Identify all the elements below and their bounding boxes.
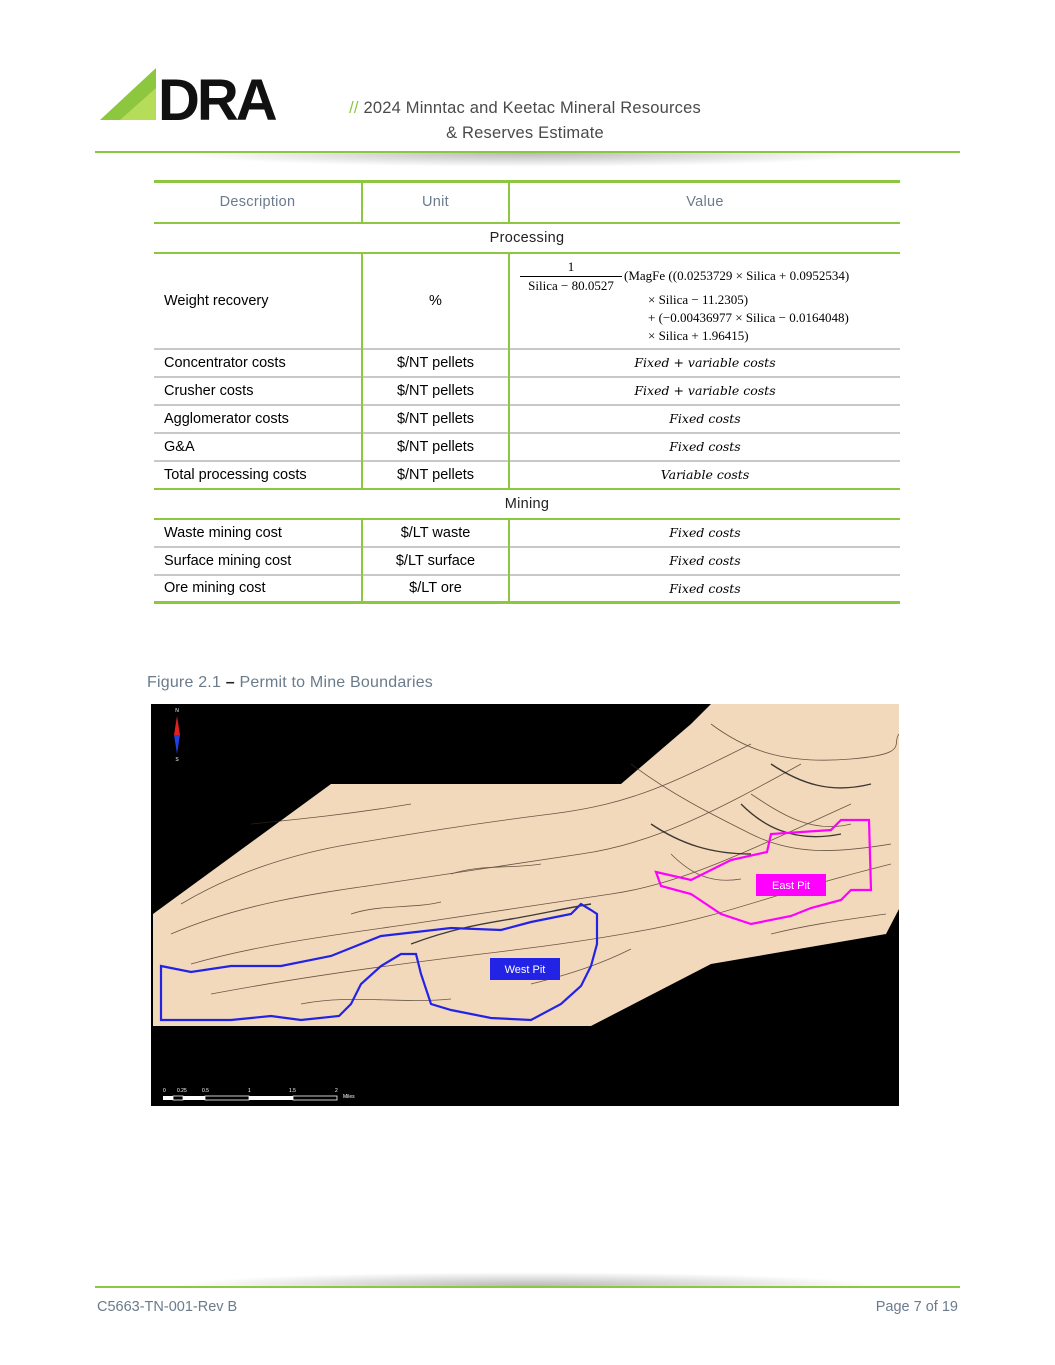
cell-value: Fixed costs <box>669 439 741 454</box>
cell-unit: $/LT waste <box>362 519 509 547</box>
formula-line-2: × Silica − 11.2305) <box>648 291 749 307</box>
table-row <box>154 349 900 377</box>
cell-unit: $/NT pellets <box>362 349 509 377</box>
section-label-processing: Processing <box>489 229 565 246</box>
cell-unit: $/NT pellets <box>362 433 509 461</box>
cell-description: G&A <box>154 433 362 461</box>
column-header-unit: Unit <box>362 182 509 223</box>
permit-map <box>151 704 899 1106</box>
cell-value: Fixed + variable costs <box>634 355 776 370</box>
table-row <box>154 405 900 433</box>
north-label: N <box>175 708 179 714</box>
scale-tick: 0 <box>163 1088 166 1094</box>
cell-unit: $/NT pellets <box>362 405 509 433</box>
cell-value: Fixed costs <box>669 525 741 540</box>
section-row-processing <box>154 223 900 253</box>
scale-tick: 2 <box>335 1088 338 1094</box>
cell-unit: $/LT surface <box>362 547 509 575</box>
figure-caption-text: Permit to Mine Boundaries <box>239 674 433 691</box>
cell-description: Crusher costs <box>154 377 362 405</box>
table-row <box>154 547 900 575</box>
formula-line-1: (MagFe ((0.0253729 × Silica + 0.0952534) <box>624 267 850 283</box>
scale-tick: 1.5 <box>289 1088 296 1094</box>
footer-rule <box>95 1286 960 1288</box>
header-title <box>330 96 720 146</box>
weight-recovery-formula <box>520 255 890 347</box>
cell-value: Variable costs <box>660 467 750 482</box>
scale-unit: Miles <box>343 1094 355 1100</box>
formula-line-4: × Silica + 1.96415) <box>648 327 749 343</box>
formula-denominator: Silica − 80.0527 <box>528 277 614 293</box>
header-shadow <box>170 153 885 167</box>
cell-unit: % <box>362 253 509 349</box>
table-row <box>154 519 900 547</box>
south-label: S <box>175 757 179 763</box>
scale-tick: 0.5 <box>202 1088 209 1094</box>
cell-description: Waste mining cost <box>154 519 362 547</box>
cell-description: Weight recovery <box>154 253 362 349</box>
cell-description: Concentrator costs <box>154 349 362 377</box>
header-title-line1: 2024 Minntac and Keetac Mineral Resources <box>363 99 701 117</box>
cell-unit: $/LT ore <box>362 575 509 603</box>
section-row-mining <box>154 489 900 519</box>
dra-logo <box>100 66 318 124</box>
cell-value: Fixed + variable costs <box>634 383 776 398</box>
table-row <box>154 461 900 489</box>
table-row <box>154 377 900 405</box>
table-header-row <box>154 182 900 223</box>
figure-caption <box>147 674 433 692</box>
table-row <box>154 575 900 603</box>
cell-value: Fixed costs <box>669 580 741 596</box>
cell-unit: $/NT pellets <box>362 377 509 405</box>
footer-doc-number: C5663-TN-001-Rev B <box>97 1299 238 1315</box>
cell-description: Agglomerator costs <box>154 405 362 433</box>
formula-line-3: + (−0.00436977 × Silica − 0.0164048) <box>648 309 849 325</box>
cell-value-formula <box>509 253 900 349</box>
parameters-table <box>154 180 900 604</box>
cell-description: Ore mining cost <box>154 575 362 603</box>
column-header-value: Value <box>686 194 724 211</box>
figure-caption-dash: – <box>225 674 235 691</box>
west-pit-label: West Pit <box>504 964 546 976</box>
figure-caption-prefix: Figure 2.1 <box>147 674 222 691</box>
section-label-mining: Mining <box>504 495 550 512</box>
formula-fraction <box>520 259 622 294</box>
footer-shadow <box>170 1272 885 1286</box>
table-row <box>154 433 900 461</box>
cell-value: Fixed costs <box>669 411 741 426</box>
cell-description: Total processing costs <box>154 461 362 489</box>
cell-value: Fixed costs <box>669 553 741 568</box>
cell-description: Surface mining cost <box>154 547 362 575</box>
cell-unit: $/NT pellets <box>362 461 509 489</box>
scale-tick: 0.25 <box>177 1088 187 1094</box>
svg-text:DRA: DRA <box>158 68 275 124</box>
column-header-description: Description <box>154 182 362 223</box>
header-slashes: // <box>349 99 359 117</box>
footer-page-number: Page 7 of 19 <box>875 1299 958 1315</box>
scale-tick: 1 <box>248 1088 251 1094</box>
header-title-line2: & Reserves Estimate <box>446 124 604 142</box>
east-pit-label: East Pit <box>772 880 810 892</box>
formula-numerator: 1 <box>567 258 575 274</box>
table-row <box>154 253 900 349</box>
